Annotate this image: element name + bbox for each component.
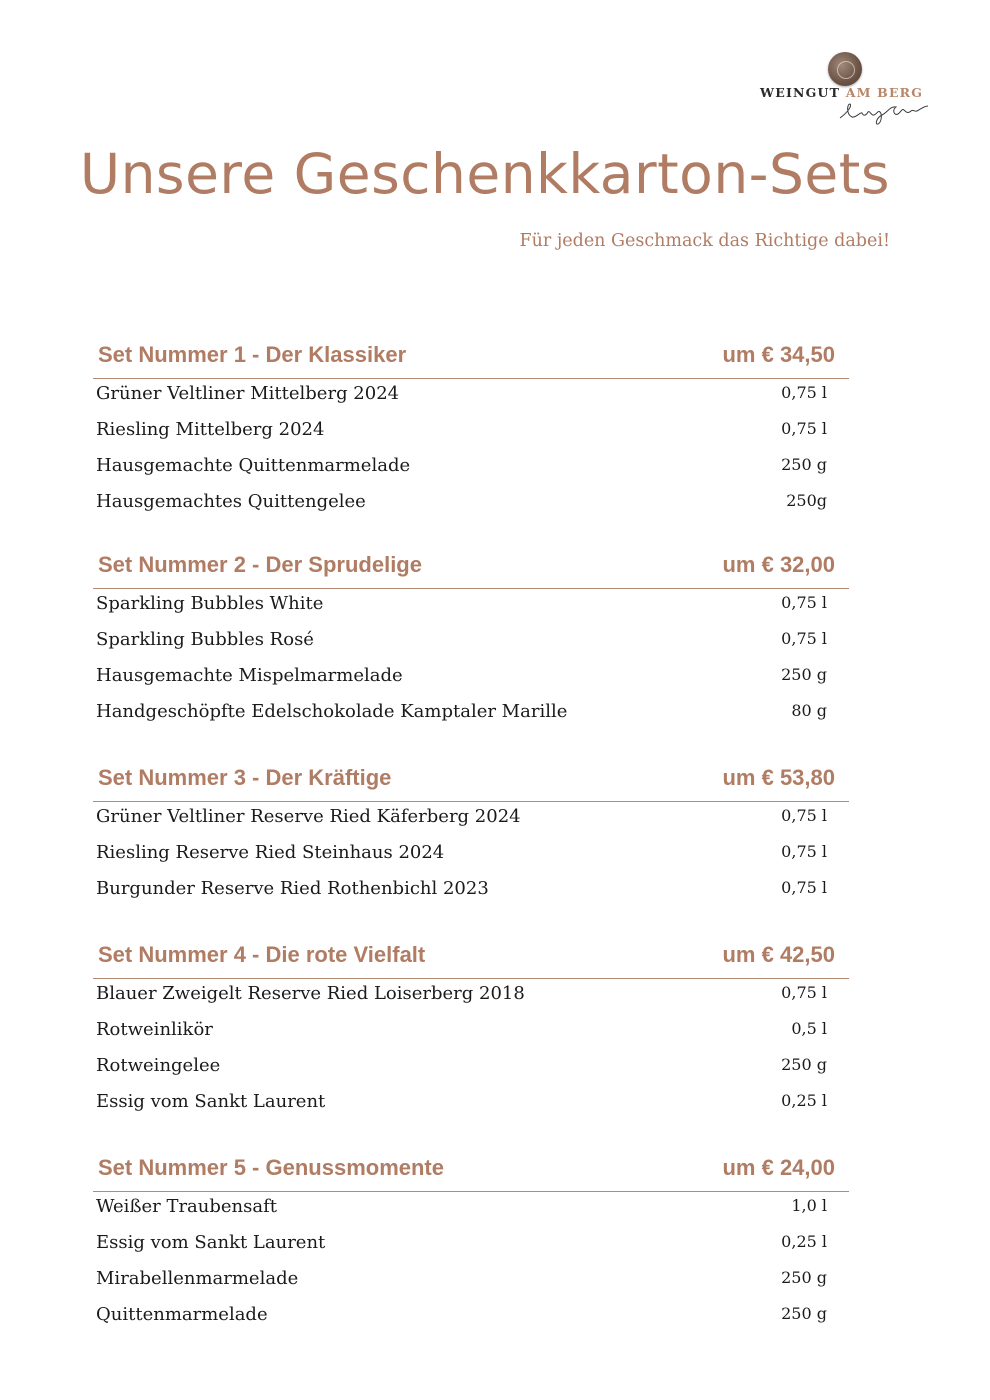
item-quantity: 250 g [781,1268,827,1287]
item-name: Blauer Zweigelt Reserve Ried Loiserberg 2018 [96,983,525,1004]
set-price: um € 32,00 [722,552,835,577]
brand-logo [760,50,935,128]
item-name: Hausgemachte Mispelmarmelade [96,665,403,686]
list-item [93,415,849,451]
list-item [93,979,849,1015]
item-quantity: 0,75 l [781,842,827,861]
item-name: Burgunder Reserve Ried Rothenbichl 2023 [96,878,489,899]
list-item [93,802,849,838]
list-item [93,697,849,733]
list-item [93,1192,849,1228]
list-item [93,625,849,661]
item-name: Mirabellenmarmelade [96,1268,299,1289]
item-quantity: 250g [786,491,827,510]
list-item [93,1228,849,1264]
list-item [93,451,849,487]
set-title: Set Nummer 4 - Die rote Vielfalt [98,942,426,967]
item-quantity: 0,75 l [781,983,827,1002]
item-name: Rotweinlikör [96,1019,213,1040]
brand-name-part2: AM BERG [845,85,924,100]
item-name: Sparkling Bubbles White [96,593,324,614]
item-quantity: 250 g [781,1055,827,1074]
list-item [93,1264,849,1300]
item-name: Essig vom Sankt Laurent [96,1091,326,1112]
page-title: Unsere Geschenkkarton-Sets [79,142,890,206]
item-name: Essig vom Sankt Laurent [96,1232,326,1253]
brand-name-part1: WEINGUT [760,85,841,100]
item-name: Hausgemachtes Quittengelee [96,491,366,512]
signature-icon [838,98,930,126]
gift-set-4 [93,942,849,1123]
item-quantity: 0,75 l [781,383,827,402]
item-name: Weißer Traubensaft [96,1196,278,1217]
list-item [93,1051,849,1087]
list-item [93,487,849,523]
set-header [93,342,849,379]
list-item [93,874,849,910]
item-name: Handgeschöpfte Edelschokolade Kamptaler Marille [96,701,568,722]
item-quantity: 0,75 l [781,419,827,438]
item-name: Rotweingelee [96,1055,221,1076]
set-header [93,942,849,979]
list-item [93,1015,849,1051]
set-header [93,552,849,589]
item-name: Grüner Veltliner Mittelberg 2024 [96,383,400,404]
set-price: um € 24,00 [722,1155,835,1180]
list-item [93,379,849,415]
gift-set-1 [93,342,849,523]
set-header [93,765,849,802]
gift-set-5 [93,1155,849,1336]
set-title: Set Nummer 3 - Der Kräftige [98,765,392,790]
set-price: um € 53,80 [722,765,835,790]
item-quantity: 0,75 l [781,629,827,648]
item-name: Sparkling Bubbles Rosé [96,629,314,650]
item-name: Grüner Veltliner Reserve Ried Käferberg 2024 [96,806,521,827]
item-name: Riesling Mittelberg 2024 [96,419,325,440]
item-quantity: 80 g [791,701,827,720]
item-quantity: 0,25 l [781,1091,827,1110]
page-subtitle: Für jeden Geschmack das Richtige dabei! [519,231,890,251]
set-title: Set Nummer 1 - Der Klassiker [98,342,407,367]
list-item [93,589,849,625]
set-header [93,1155,849,1192]
list-item [93,1087,849,1123]
set-title: Set Nummer 2 - Der Sprudelige [98,552,422,577]
item-quantity: 0,25 l [781,1232,827,1251]
item-quantity: 0,75 l [781,593,827,612]
set-price: um € 34,50 [722,342,835,367]
list-item [93,661,849,697]
item-quantity: 0,75 l [781,806,827,825]
set-title: Set Nummer 5 - Genussmomente [98,1155,444,1180]
item-quantity: 250 g [781,1304,827,1323]
item-name: Hausgemachte Quittenmarmelade [96,455,411,476]
gift-set-2 [93,552,849,733]
item-quantity: 0,75 l [781,878,827,897]
set-price: um € 42,50 [722,942,835,967]
wax-seal-icon [828,52,862,86]
item-quantity: 250 g [781,455,827,474]
list-item [93,1300,849,1336]
gift-set-3 [93,765,849,910]
list-item [93,838,849,874]
item-quantity: 0,5 l [791,1019,827,1038]
item-quantity: 250 g [781,665,827,684]
item-name: Riesling Reserve Ried Steinhaus 2024 [96,842,445,863]
item-quantity: 1,0 l [791,1196,827,1215]
item-name: Quittenmarmelade [96,1304,268,1325]
